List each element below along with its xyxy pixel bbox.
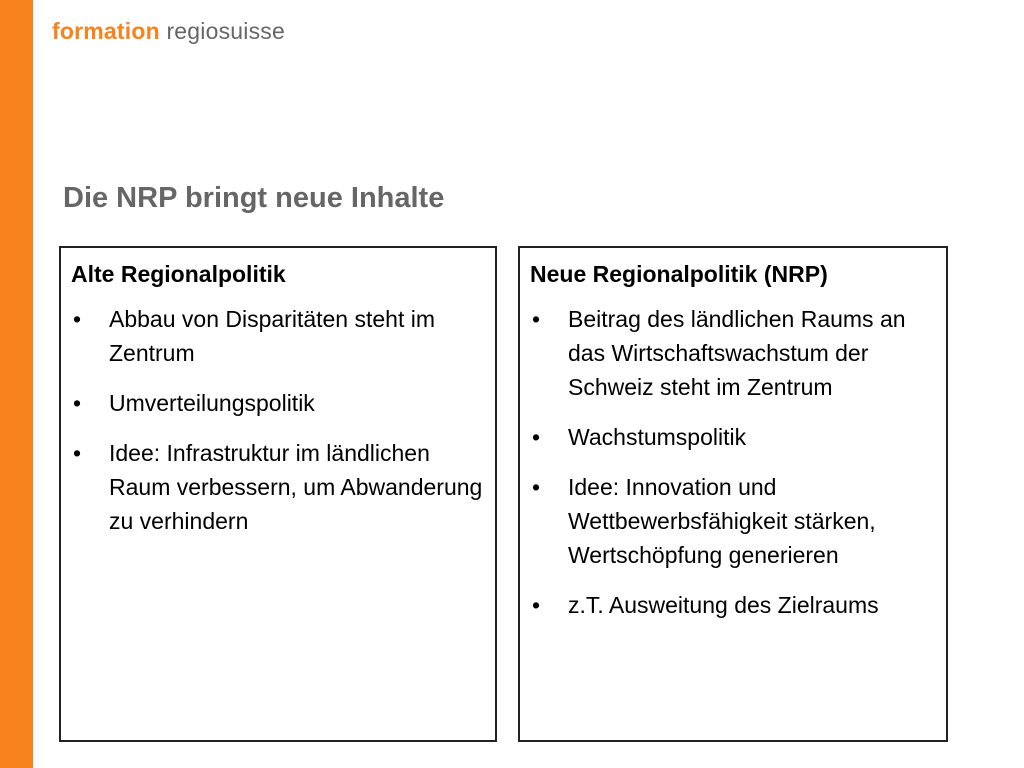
new-policy-item <box>530 470 936 572</box>
bullet-icon: • <box>532 474 541 500</box>
bullet-icon: • <box>73 306 82 332</box>
slide-title: Die NRP bringt neue Inhalte <box>63 182 445 214</box>
bullet-icon: • <box>532 424 541 450</box>
new-policy-item <box>530 588 936 622</box>
bullet-icon: • <box>532 306 541 332</box>
new-policy-item-text: Beitrag des ländlichen Raums an das Wirtschaftswachstum der Schweiz steht im Zentrum <box>568 306 906 400</box>
new-policy-item <box>530 420 936 454</box>
logo-word-regiosuisse: regiosuisse <box>166 18 285 44</box>
new-policy-list <box>530 302 936 622</box>
new-policy-item-text: Wachstumspolitik <box>568 424 747 450</box>
old-policy-item <box>71 436 485 538</box>
new-policy-item <box>530 302 936 404</box>
new-policy-heading: Neue Regionalpolitik (NRP) <box>530 261 828 287</box>
old-policy-panel <box>59 246 497 742</box>
bullet-icon: • <box>73 390 82 416</box>
logo-word-formation: formation <box>52 18 160 44</box>
old-policy-item <box>71 302 485 370</box>
new-policy-item-text: Idee: Innovation und Wettbewerbsfähigkeit stärken, Wertschöpfung generieren <box>568 474 876 568</box>
new-policy-panel <box>518 246 948 742</box>
old-policy-item-text: Umverteilungspolitik <box>109 390 315 416</box>
logo <box>52 17 285 45</box>
old-policy-item-text: Idee: Infrastruktur im ländlichen Raum verbessern, um Abwanderung zu verhindern <box>109 440 483 534</box>
old-policy-list <box>71 302 485 538</box>
bullet-icon: • <box>532 592 541 618</box>
old-policy-heading: Alte Regionalpolitik <box>71 261 286 287</box>
orange-side-bar <box>0 0 33 768</box>
old-policy-item <box>71 386 485 420</box>
bullet-icon: • <box>73 440 82 466</box>
new-policy-item-text: z.T. Ausweitung des Zielraums <box>568 592 879 618</box>
old-policy-item-text: Abbau von Disparitäten steht im Zentrum <box>109 306 436 366</box>
